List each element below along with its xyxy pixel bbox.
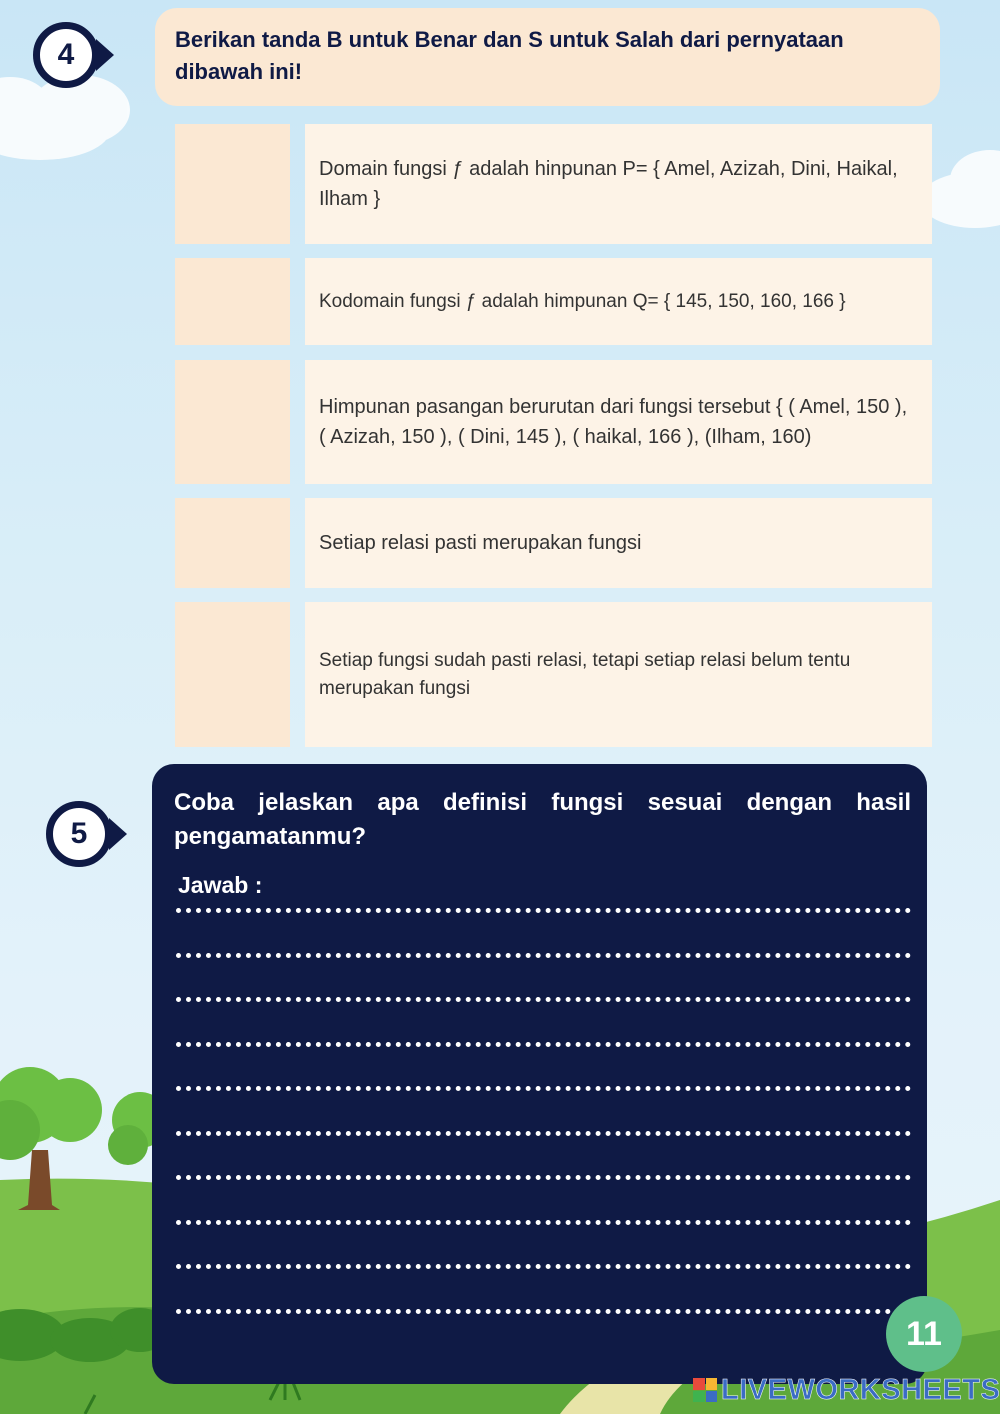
liveworksheets-logo (693, 1373, 1000, 1407)
question-5-prompt: Coba jelaskan apa definisi fungsi sesuai dengan hasil pengamatanmu? (174, 789, 911, 850)
question-4-instruction (155, 8, 940, 106)
answer-line[interactable] (176, 1269, 911, 1314)
question-5-number: 5 (70, 817, 88, 850)
answer-line[interactable] (176, 1180, 911, 1225)
page-number-badge (886, 1296, 962, 1372)
question-4-number-badge (33, 22, 99, 88)
statement-1 (305, 124, 932, 244)
liveworksheets-wordmark: LIVEWORKSHEETS (721, 1373, 1000, 1406)
answer-line[interactable] (176, 958, 911, 1003)
answer-box-3[interactable] (175, 360, 290, 484)
statement-1-text: Domain fungsi ƒ adalah hinpunan P= { Amel, Azizah, Dini, Haikal, Ilham } (319, 158, 898, 210)
liveworksheets-icon (693, 1378, 717, 1402)
statement-5-text: Setiap fungsi sudah pasti relasi, tetapi setiap relasi belum tentu merupakan fungsi (319, 649, 851, 699)
page-number: 11 (906, 1314, 942, 1353)
statement-2-text: Kodomain fungsi ƒ adalah himpunan Q= { 145, 150, 160, 166 } (319, 290, 846, 312)
question-4-number: 4 (57, 38, 75, 71)
answer-line[interactable] (176, 913, 911, 958)
statement-5 (305, 602, 932, 747)
answer-line[interactable] (176, 1136, 911, 1181)
answer-box-5[interactable] (175, 602, 290, 747)
answer-line[interactable] (176, 1091, 911, 1136)
question-5-number-badge (46, 801, 112, 867)
answer-line[interactable] (176, 1002, 911, 1047)
question-5-panel (152, 764, 927, 1384)
answer-label: Jawab : (178, 872, 263, 898)
question-4-instruction-text: Berikan tanda B untuk Benar dan S untuk Salah dari pernyataan dibawah ini! (175, 27, 844, 84)
cloud-right (920, 150, 1000, 228)
answer-area[interactable] (174, 899, 909, 1314)
statement-2 (305, 258, 932, 345)
answer-box-2[interactable] (175, 258, 290, 345)
answer-box-4[interactable] (175, 498, 290, 588)
answer-line[interactable] (176, 1047, 911, 1092)
statement-4 (305, 498, 932, 588)
answer-line[interactable] (176, 1225, 911, 1270)
statement-4-text: Setiap relasi pasti merupakan fungsi (319, 532, 642, 554)
statement-3-text: Himpunan pasangan berurutan dari fungsi tersebut { ( Amel, 150 ), ( Azizah, 150 ), ( Dini, 145 ), ( haikal, 166 ), (Ilham, 160) (319, 396, 908, 448)
answer-box-1[interactable] (175, 124, 290, 244)
answer-line[interactable] (176, 899, 911, 913)
statement-3 (305, 360, 932, 484)
